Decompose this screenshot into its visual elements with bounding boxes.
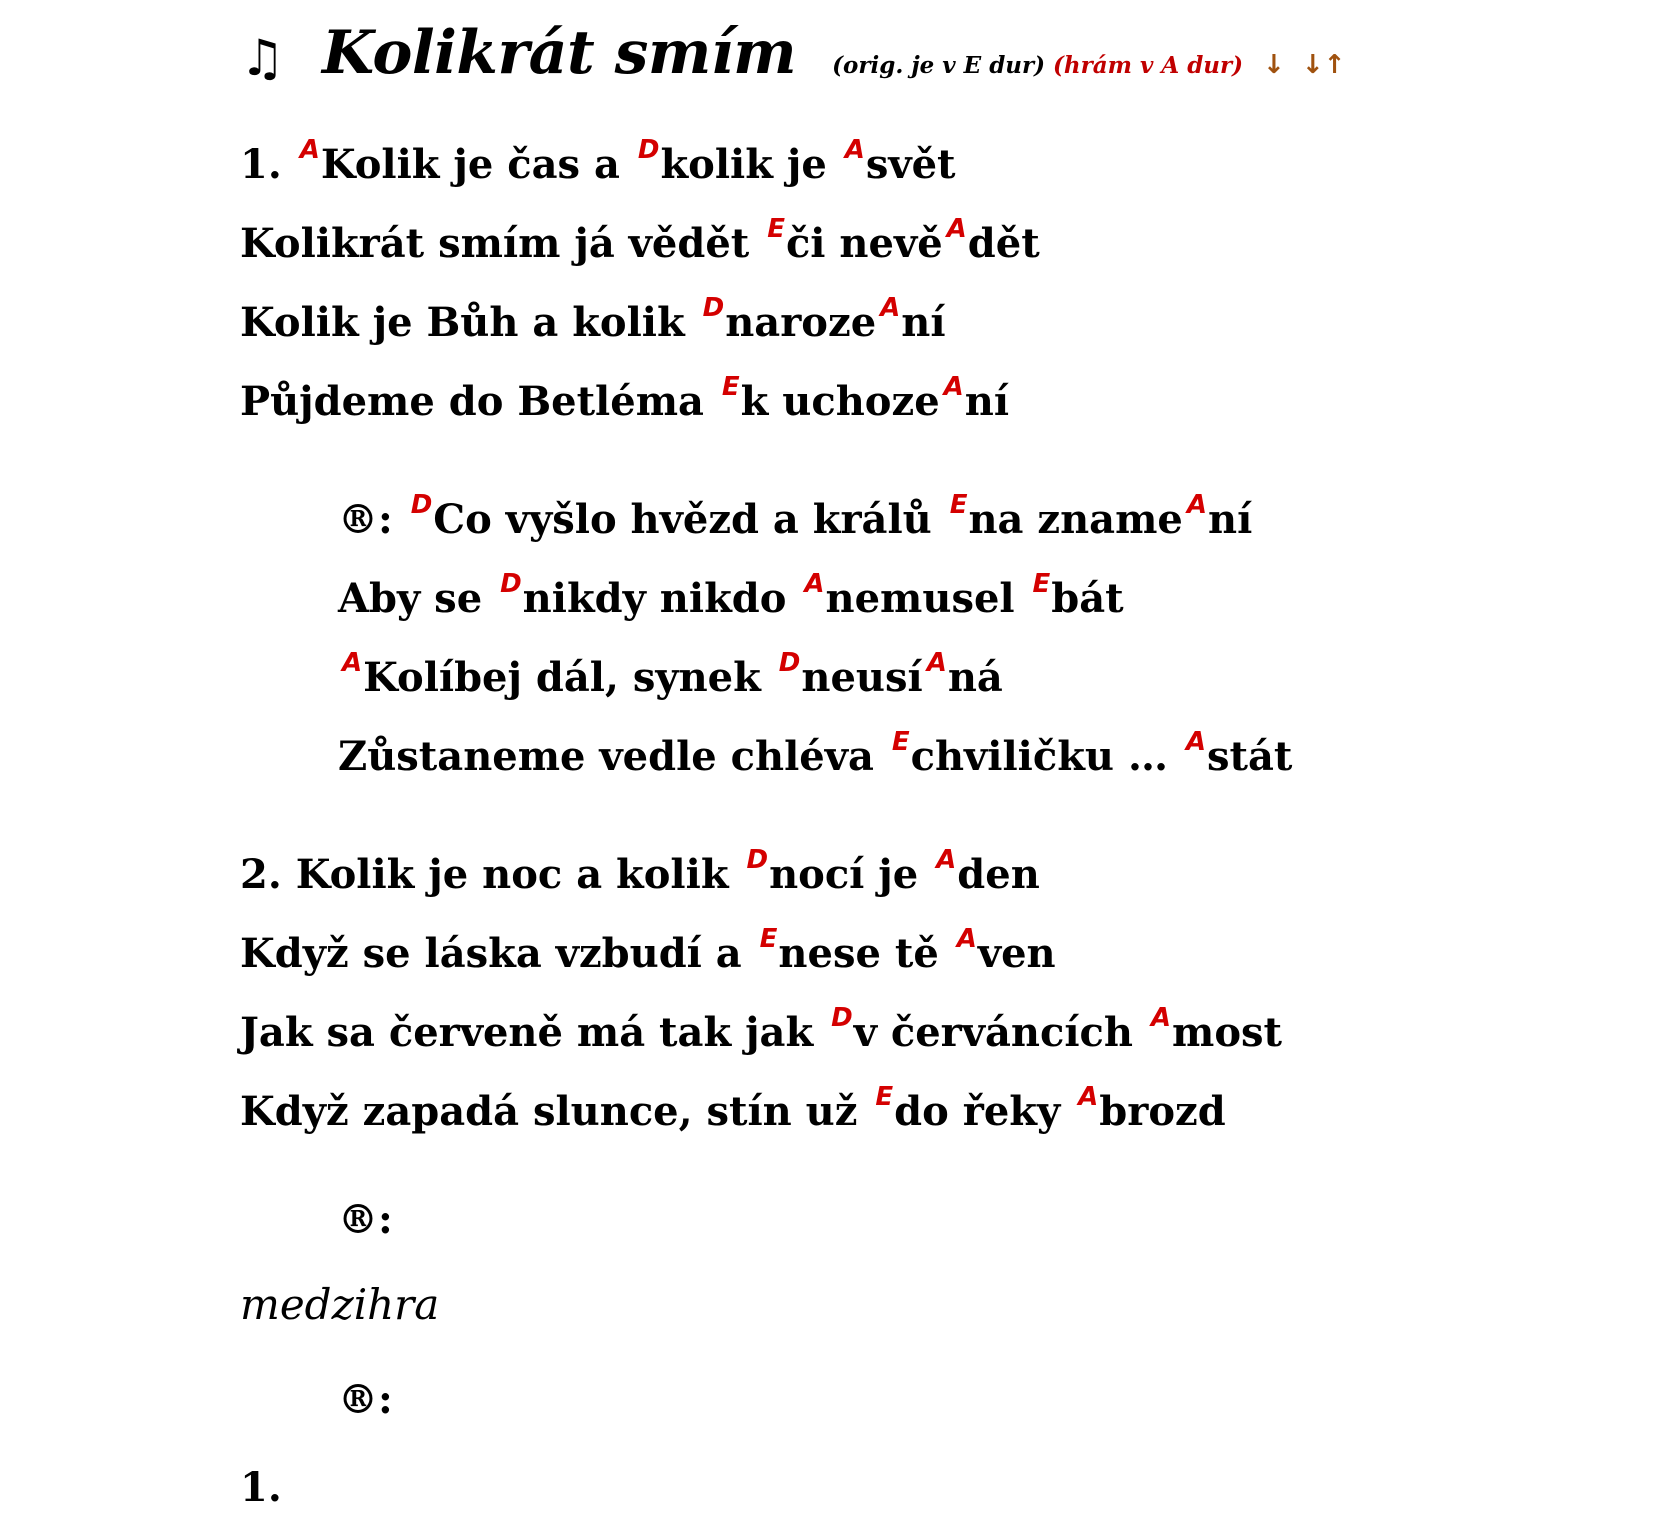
refrain-line1 xyxy=(338,490,1253,550)
chord: A xyxy=(936,845,957,875)
chord: A xyxy=(804,569,825,599)
original-key: (orig. je v E dur) xyxy=(832,52,1046,79)
verse-number: 2. xyxy=(240,851,282,898)
lyric: den xyxy=(957,851,1040,898)
verse-reference xyxy=(240,1463,282,1513)
lyric: či nevě xyxy=(785,220,943,267)
lyric: Aby se xyxy=(338,575,497,622)
lyric: Kolik je Bůh a kolik xyxy=(240,299,699,346)
lyric: ní xyxy=(901,299,946,346)
music-note-icon: ♫ xyxy=(240,28,285,87)
lyric: naroze xyxy=(725,299,877,346)
chord: A xyxy=(1186,490,1207,520)
verse1-line3 xyxy=(240,293,946,353)
chord: A xyxy=(880,293,901,323)
song-title: Kolikrát smím xyxy=(322,18,797,88)
lyric: Kolíbej dál, synek xyxy=(363,654,775,701)
chord: A xyxy=(956,924,977,954)
chord: A xyxy=(1150,1003,1172,1033)
refrain-reference xyxy=(338,1375,393,1425)
interlude-label: medzihra xyxy=(240,1280,440,1329)
refrain-mark: ®: xyxy=(338,1376,393,1423)
refrain-line2 xyxy=(338,569,1124,629)
chord: D xyxy=(831,1003,853,1033)
refrain-line3 xyxy=(338,648,1003,708)
chord: A xyxy=(342,648,363,678)
lyric: v červáncích xyxy=(853,1009,1147,1056)
chord: D xyxy=(410,490,433,520)
transpose-swap-icon[interactable]: ↓↑ xyxy=(1301,50,1346,80)
chord: E xyxy=(949,490,968,520)
chord: E xyxy=(721,372,740,402)
verse-number: 1. xyxy=(240,141,282,188)
verse1-line1 xyxy=(240,135,956,195)
verse2-line1 xyxy=(240,845,1040,905)
verse2-line4 xyxy=(240,1082,1226,1142)
refrain-mark: ®: xyxy=(338,1196,393,1243)
lyric: Zůstaneme vedle chléva xyxy=(338,733,888,780)
chord: A xyxy=(844,135,865,165)
lyric: na zname xyxy=(968,496,1183,543)
refrain-mark: ®: xyxy=(338,496,393,543)
lyric: Půjdeme do Betléma xyxy=(240,378,718,425)
chord: E xyxy=(767,214,785,244)
refrain-reference xyxy=(338,1195,393,1245)
lyric: most xyxy=(1172,1009,1283,1056)
verse1-line2 xyxy=(240,214,1040,274)
refrain-line4 xyxy=(338,727,1293,787)
lyric: Kolik je čas a xyxy=(320,141,634,188)
verse2-line3 xyxy=(240,1003,1283,1063)
lyric: dět xyxy=(967,220,1040,267)
chord: E xyxy=(875,1082,894,1112)
verse-number: 1. xyxy=(240,1464,282,1511)
lyric: k uchoze xyxy=(740,378,940,425)
lyric: ní xyxy=(1208,496,1253,543)
lyric: chviličku … xyxy=(910,733,1182,780)
lyric: ven xyxy=(977,930,1056,977)
chord: A xyxy=(943,372,964,402)
transpose-controls xyxy=(1263,50,1345,80)
chord: D xyxy=(702,293,725,323)
chord: E xyxy=(759,924,778,954)
chord: D xyxy=(637,135,660,165)
lyric: nemusel xyxy=(825,575,1029,622)
chord: A xyxy=(946,214,967,244)
chord: A xyxy=(1078,1082,1099,1112)
verse1-line4 xyxy=(240,372,1010,432)
lyric: svět xyxy=(865,141,956,188)
lyric: Když zapadá slunce, stín už xyxy=(240,1088,872,1135)
chord: E xyxy=(1032,569,1051,599)
lyric: Když se láska vzbudí a xyxy=(240,930,756,977)
chord: D xyxy=(778,648,801,678)
lyric: kolik je xyxy=(660,141,841,188)
lyric: nikdy nikdo xyxy=(522,575,801,622)
lyric: bát xyxy=(1051,575,1124,622)
lyric: do řeky xyxy=(894,1088,1075,1135)
lyric: ná xyxy=(947,654,1003,701)
lyric: nocí je xyxy=(769,851,933,898)
chord: A xyxy=(926,648,947,678)
lyric: Kolikrát smím já vědět xyxy=(240,220,764,267)
verse2-line2 xyxy=(240,924,1056,984)
lyric: neusí xyxy=(801,654,923,701)
lyric: ní xyxy=(964,378,1010,425)
chord: A xyxy=(1185,727,1206,757)
chord: D xyxy=(500,569,522,599)
lyric: stát xyxy=(1207,733,1293,780)
lyric: Jak sa červeně má tak jak xyxy=(240,1009,828,1056)
chord: A xyxy=(299,135,320,165)
lyric: Co vyšlo hvězd a králů xyxy=(433,496,946,543)
chord: D xyxy=(746,845,769,875)
lyric: brozd xyxy=(1099,1088,1226,1135)
title-row xyxy=(240,18,1345,88)
playing-key: (hrám v A dur) xyxy=(1053,52,1244,79)
chord: E xyxy=(891,727,910,757)
lyric: nese tě xyxy=(778,930,953,977)
lyric: Kolik je noc a kolik xyxy=(295,851,743,898)
transpose-down-icon[interactable]: ↓ xyxy=(1263,50,1285,80)
